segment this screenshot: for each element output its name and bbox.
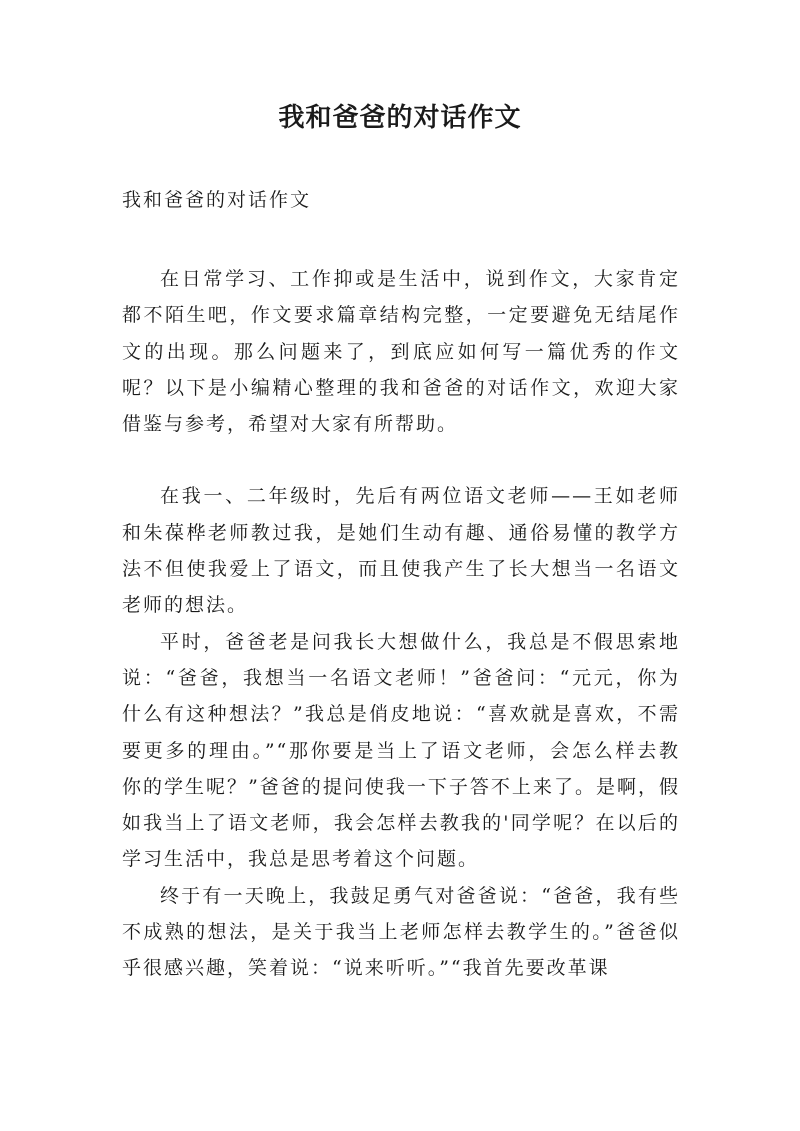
body-paragraph-evening: 终于有一天晚上，我鼓足勇气对爸爸说：“爸爸，我有些不成熟的想法，是关于我当上老师怎样去教学生的。”爸爸似乎很感兴趣，笑着说：“说来听听。”“我首先要改革课: [122, 884, 680, 980]
document-title: 我和爸爸的对话作文: [278, 103, 522, 133]
body-paragraph-teachers: 在我一、二年级时，先后有两位语文老师——王如老师和朱葆桦老师教过我，是她们生动有趣、通俗易懂的教学方法不但使我爱上了语文，而且使我产生了长大想当一名语文老师的想法。: [122, 485, 680, 617]
body-paragraph-dialogue: 平时，爸爸老是问我长大想做什么，我总是不假思索地说：“爸爸，我想当一名语文老师！”爸爸问：“元元，你为什么有这种想法？”我总是俏皮地说：“喜欢就是喜欢，不需要更多的理由。”“那你要是当上了语文老师，会怎么样去教你的学生呢？”爸爸的提问使我一下子答不上来了。是啊，假如我当上了语文老师，我会怎样去教我的'同学呢？在以后的学习生活中，我总是思考着这个问题。: [122, 630, 680, 871]
document-subtitle: 我和爸爸的对话作文: [122, 189, 312, 211]
body-paragraph-intro: 在日常学习、工作抑或是生活中，说到作文，大家肯定都不陌生吧，作文要求篇章结构完整，一定要避免无结尾作文的出现。那么问题来了，到底应如何写一篇优秀的作文呢？以下是小编精心整理的我和爸爸的对话作文，欢迎大家借鉴与参考，希望对大家有所帮助。: [122, 268, 680, 436]
document-body: [122, 261, 680, 987]
